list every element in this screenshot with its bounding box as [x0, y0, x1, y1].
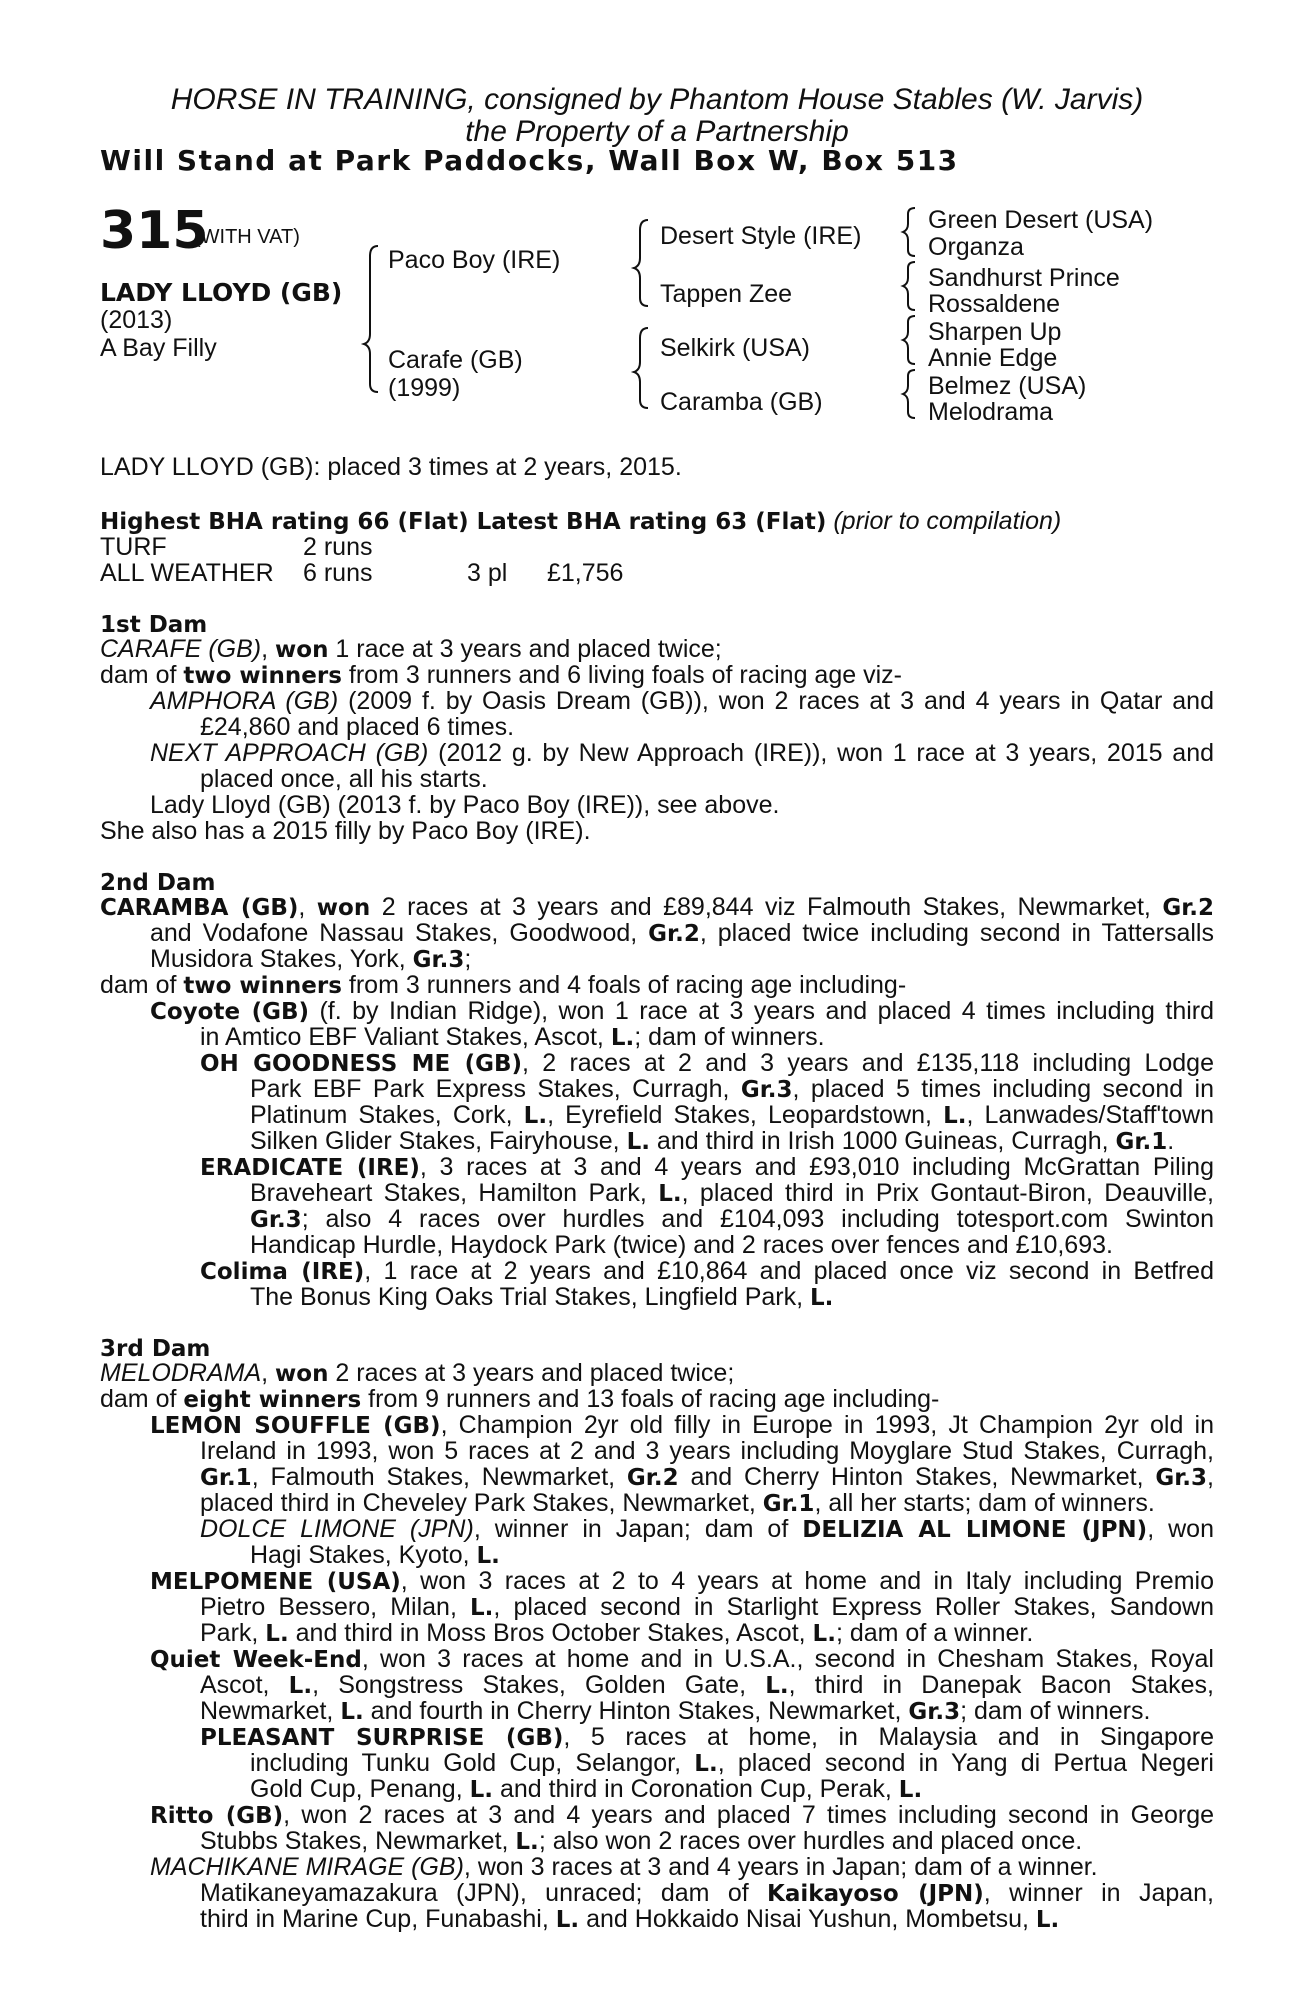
produce-matikaneyamazakura-cont [200, 1906, 1059, 1933]
produce-name: LEMON SOUFFLE (GB) [150, 1413, 441, 1439]
dam-dam: Caramba (GB) [660, 388, 823, 416]
text: , Lanwades/Staff'town [966, 1101, 1214, 1129]
text: and third in Irish 1000 Guineas, Curragh, [649, 1127, 1116, 1155]
second-dam-line-3 [150, 946, 471, 973]
produce-record: , won 3 races at 3 and 4 years in Japan; dam of a winner. [463, 1853, 1098, 1881]
text: The Bonus King Oaks Trial Stakes, Lingfield Park, [250, 1283, 810, 1311]
won-label: won [275, 1361, 329, 1387]
produce-amphora-cont: £24,860 and placed 6 times. [200, 713, 515, 741]
text: dam of [100, 661, 184, 689]
listed: L. [469, 1777, 493, 1803]
listed: L. [1035, 1907, 1060, 1933]
text: ; dam of winners. [960, 1697, 1151, 1725]
produce-name: Kaikayoso (JPN) [767, 1881, 984, 1907]
won-label: won [316, 895, 371, 921]
produce-colima [200, 1258, 1214, 1285]
record-surface-aw: ALL WEATHER [100, 559, 274, 587]
text: , placed second in Starlight Express Roller Stakes, Sandown [493, 1593, 1214, 1621]
dam-sire: Selkirk (USA) [660, 334, 811, 362]
produce-record: (2012 g. by New Approach (IRE)), won 1 race at 3 years, 2015 and [428, 739, 1215, 767]
listed: L. [340, 1699, 364, 1725]
produce-ritto-cont [200, 1828, 1082, 1855]
produce-record: (2009 f. by Oasis Dream (GB)), won 2 races at 3 and 4 years in Qatar and [338, 687, 1214, 715]
produce-ls-line-3 [200, 1464, 1214, 1491]
lot-number: 315 [100, 201, 209, 261]
listed: L. [523, 1103, 548, 1129]
text: Pietro Bessero, Milan, [200, 1593, 471, 1621]
produce-name: Coyote (GB) [150, 999, 310, 1025]
text: , winner in Japan; dam of [473, 1515, 803, 1543]
third-dam-produce [100, 1386, 939, 1413]
grade: Gr.1 [762, 1491, 815, 1517]
grade: Gr.3 [412, 947, 465, 973]
produce-name: AMPHORA (GB) [150, 687, 339, 715]
text: , placed second in Yang di Pertua Negeri [717, 1749, 1214, 1777]
produce-ogm-line-4 [250, 1128, 1174, 1155]
produce-name: ERADICATE (IRE) [200, 1155, 420, 1181]
record-text: 2 races at 3 years and £89,844 viz Falmouth Stakes, Newmarket, [370, 893, 1163, 921]
text: ; also 4 races over hurdles and £104,093 including totesport.com Swinton [301, 1205, 1214, 1233]
produce-name: MACHIKANE MIRAGE (GB) [150, 1853, 464, 1881]
text: , all her starts; dam of winners. [814, 1489, 1155, 1517]
gen3-5: Sharpen Up [928, 318, 1062, 346]
first-dam-heading: 1st Dam [100, 612, 208, 638]
grade: Gr.2 [1162, 895, 1214, 921]
grade: Gr.1 [1115, 1129, 1168, 1155]
produce-machikane-mirage [150, 1854, 1098, 1880]
produce-eradicate [200, 1154, 1214, 1181]
text: dam of [100, 971, 184, 999]
text: , third in Danepak Bacon Stakes, [788, 1671, 1214, 1699]
first-dam-line [100, 636, 722, 663]
grade: Gr.2 [648, 921, 700, 947]
listed: L. [626, 1129, 650, 1155]
grade: Gr.3 [1155, 1465, 1208, 1491]
rating-values: Highest BHA rating 66 (Flat) Latest BHA rating 63 (Flat) [100, 509, 827, 535]
produce-quiet-week-end [150, 1646, 1214, 1673]
produce-dolce-limone [200, 1516, 1214, 1543]
gen3-2: Organza [928, 233, 1024, 261]
listed: L. [288, 1673, 313, 1699]
text: and Cherry Hinton Stakes, Newmarket, [678, 1463, 1156, 1491]
produce-record: , 1 race at 2 years and £10,864 and placed once viz second in Betfred [364, 1257, 1214, 1285]
horse-year: (2013) [100, 306, 173, 334]
produce-ogm-line-3 [250, 1102, 1214, 1129]
produce-matikaneyamazakura [200, 1880, 1214, 1907]
produce-dolce-limone-cont [250, 1542, 500, 1569]
text: Matikaneyamazakura (JPN), unraced; dam of [200, 1879, 768, 1907]
dam-name: CARAFE (GB) [100, 635, 262, 663]
text: placed third in Cheveley Park Stakes, Newmarket, [200, 1489, 763, 1517]
record-surface-turf: TURF [100, 533, 167, 561]
second-dam-heading: 2nd Dam [100, 870, 216, 896]
gen3-6: Annie Edge [928, 344, 1058, 372]
produce-2015-filly: She also has a 2015 filly by Paco Boy (IRE). [100, 817, 591, 845]
won-label: won [275, 637, 329, 663]
second-dam-produce [100, 972, 906, 999]
grade: Gr.1 [200, 1465, 252, 1491]
text: and fourth in Cherry Hinton Stakes, Newmarket, [363, 1697, 909, 1725]
third-dam-heading: 3rd Dam [100, 1336, 211, 1362]
gen3-4: Rossaldene [928, 290, 1061, 318]
text: and third in Coronation Cup, Perak, [493, 1775, 899, 1803]
vat-note: (WITH VAT) [194, 226, 300, 248]
produce-lady-lloyd: Lady Lloyd (GB) (2013 f. by Paco Boy (IRE)), see above. [150, 791, 780, 819]
produce-record: , won 3 races at 2 to 4 years at home and in Italy including Premio [400, 1567, 1214, 1595]
winners-count: two winners [183, 663, 342, 689]
rating-note: (prior to compilation) [833, 507, 1062, 535]
produce-pleasant-surprise [200, 1724, 1214, 1751]
text: Park EBF Park Express Stakes, Curragh, [250, 1075, 741, 1103]
text: . [1167, 1127, 1175, 1155]
produce-ogm-line-2 [250, 1076, 1214, 1103]
ownership-line: the Property of a Partnership [465, 115, 849, 148]
text: Musidora Stakes, York, [150, 945, 413, 973]
produce-name: DOLCE LIMONE (JPN) [200, 1515, 474, 1543]
record-placed-aw: 3 pl [467, 559, 508, 587]
text: ; dam of winners. [634, 1023, 825, 1051]
text: Stubbs Stakes, Newmarket, [200, 1827, 516, 1855]
listed: L. [658, 1181, 682, 1207]
text: ; dam of a winner. [835, 1619, 1034, 1647]
gen3-3: Sandhurst Prince [928, 264, 1120, 292]
sire-dam: Tappen Zee [660, 280, 793, 308]
produce-record: , 3 races at 3 and 4 years and £93,010 including McGrattan Piling [419, 1153, 1214, 1181]
listed: L. [812, 1621, 836, 1647]
produce-record: , won 2 races at 3 and 4 years and placed 7 times including second in George [283, 1801, 1214, 1829]
produce-qwe-line-2 [200, 1672, 1214, 1699]
text: dam of [100, 1385, 184, 1413]
race-summary: LADY LLOYD (GB): placed 3 times at 2 years, 2015. [100, 453, 682, 481]
produce-next-approach-cont: placed once, all his starts. [200, 765, 488, 793]
text: Hagi Stakes, Kyoto, [250, 1541, 477, 1569]
listed: L. [476, 1543, 500, 1569]
listed: L. [610, 1025, 635, 1051]
record-text: 1 race at 3 years and placed twice; [328, 635, 722, 663]
produce-oh-goodness-me [200, 1050, 1214, 1077]
text: , Eyrefield Stakes, Leopardstown, [547, 1101, 944, 1129]
produce-ps-line-2 [250, 1750, 1214, 1777]
text: ; [464, 945, 472, 973]
produce-coyote [150, 998, 1214, 1025]
separator: , [261, 635, 276, 663]
produce-eradicate-line-2 [250, 1180, 1214, 1207]
text: Gold Cup, Penang, [250, 1775, 470, 1803]
text: from 9 runners and 13 foals of racing age including- [361, 1385, 940, 1413]
separator: , [298, 893, 317, 921]
text: , winner in Japan, [983, 1879, 1215, 1907]
gen3-8: Melodrama [928, 398, 1054, 426]
produce-next-approach [150, 740, 1214, 766]
grade: Gr.3 [908, 1699, 961, 1725]
produce-name: Colima (IRE) [200, 1259, 365, 1285]
text: and Hokkaido Nisai Yushun, Mombetsu, [579, 1905, 1036, 1933]
sire: Paco Boy (IRE) [388, 246, 561, 274]
text: , placed third in Prix Gontaut-Biron, Deauville, [681, 1179, 1214, 1207]
produce-record: , won 3 races at home and in U.S.A., second in Chesham Stakes, Royal [361, 1645, 1214, 1673]
listed: L. [470, 1595, 494, 1621]
listed: L. [515, 1829, 539, 1855]
produce-ps-line-3 [250, 1776, 922, 1803]
text: Ascot, [200, 1671, 289, 1699]
text: , placed twice including second in Tattersalls [699, 919, 1214, 947]
winners-count: two winners [183, 973, 342, 999]
produce-record: , Champion 2yr old filly in Europe in 1993, Jt Champion 2yr old in [440, 1411, 1215, 1439]
produce-melpomene-line-3 [200, 1620, 1033, 1647]
consignor-line: HORSE IN TRAINING, consigned by Phantom House Stables (W. Jarvis) [170, 83, 1144, 116]
text: Park, [200, 1619, 266, 1647]
second-dam-line [100, 894, 1214, 921]
dam-name: CARAMBA (GB) [100, 895, 299, 921]
produce-melpomene [150, 1568, 1214, 1595]
text: , Songstress Stakes, Golden Gate, [312, 1671, 766, 1699]
text: third in Marine Cup, Funabashi, [200, 1905, 556, 1933]
produce-eradicate-line-4: Handicap Hurdle, Haydock Park (twice) and 2 races over fences and £10,693. [250, 1231, 1113, 1259]
produce-coyote-cont [200, 1024, 825, 1051]
produce-name: NEXT APPROACH (GB) [150, 739, 429, 767]
text: ; also won 2 races over hurdles and placed once. [538, 1827, 1083, 1855]
horse-name: LADY LLOYD (GB) [100, 278, 343, 307]
produce-record: , 5 races at home, in Malaysia and in Singapore [563, 1723, 1214, 1751]
winners-count: eight winners [183, 1387, 362, 1413]
sire-sire: Desert Style (IRE) [660, 222, 862, 250]
produce-name: MELPOMENE (USA) [150, 1569, 401, 1595]
produce-amphora [150, 688, 1214, 714]
listed: L. [943, 1103, 967, 1129]
produce-ls-line-2: Ireland in 1993, won 5 races at 2 and 3 years including Moyglare Stud Stakes, Curragh, [200, 1437, 1214, 1465]
produce-record: (f. by Indian Ridge), won 1 race at 3 years and placed 4 times including third [309, 997, 1214, 1025]
separator: , [261, 1359, 276, 1387]
text: Newmarket, [200, 1697, 341, 1725]
gen3-1: Green Desert (USA) [928, 206, 1154, 234]
record-runs-aw: 6 runs [303, 559, 373, 587]
listed: L. [898, 1777, 923, 1803]
produce-ritto [150, 1802, 1214, 1829]
produce-qwe-line-3 [200, 1698, 1150, 1725]
produce-ls-line-4 [200, 1490, 1155, 1517]
gen3-7: Belmez (USA) [928, 372, 1087, 400]
record-text: 2 races at 3 years and placed twice; [328, 1359, 735, 1387]
third-dam-line [100, 1360, 734, 1387]
text: , won [1147, 1515, 1214, 1543]
produce-eradicate-line-3 [250, 1206, 1214, 1233]
listed: L. [265, 1621, 289, 1647]
produce-name: Ritto (GB) [150, 1803, 284, 1829]
produce-name: DELIZIA AL LIMONE (JPN) [802, 1517, 1148, 1543]
text: in Amtico EBF Valiant Stakes, Ascot, [200, 1023, 611, 1051]
listed: L. [555, 1907, 580, 1933]
listed: L. [765, 1673, 789, 1699]
text: including Tunku Gold Cup, Selangor, [250, 1749, 695, 1777]
dam: Carafe (GB) [388, 346, 523, 374]
produce-record: , 2 races at 2 and 3 years and £135,118 including Lodge [522, 1049, 1214, 1077]
dam-name: MELODRAMA [100, 1359, 262, 1387]
text: , [1207, 1463, 1214, 1491]
record-prize-aw: £1,756 [547, 559, 624, 587]
produce-lemon-souffle [150, 1412, 1214, 1439]
text: and third in Moss Bros October Stakes, Ascot, [288, 1619, 813, 1647]
dam-year: (1999) [388, 374, 461, 402]
listed: L. [694, 1751, 718, 1777]
text: Platinum Stakes, Cork, [250, 1101, 524, 1129]
horse-description: A Bay Filly [100, 334, 217, 362]
first-dam-produce [100, 662, 902, 689]
grade: Gr.3 [740, 1077, 793, 1103]
text: Silken Glider Stakes, Fairyhouse, [250, 1127, 627, 1155]
text: , Falmouth Stakes, Newmarket, [251, 1463, 627, 1491]
text: and Vodafone Nassau Stakes, Goodwood, [150, 919, 649, 947]
text: , placed 5 times including second in [792, 1075, 1214, 1103]
second-dam-line-2 [150, 920, 1214, 947]
produce-name: PLEASANT SURPRISE (GB) [200, 1725, 564, 1751]
bha-rating [100, 508, 1061, 535]
produce-melpomene-line-2 [200, 1594, 1214, 1621]
produce-name: Quiet Week-End [150, 1647, 362, 1673]
text: from 3 runners and 4 foals of racing age including- [341, 971, 907, 999]
record-runs-turf: 2 runs [303, 533, 373, 561]
produce-colima-cont [250, 1284, 833, 1311]
produce-name: OH GOODNESS ME (GB) [200, 1051, 523, 1077]
stand-location: Will Stand at Park Paddocks, Wall Box W, Box 513 [100, 144, 959, 177]
text: Braveheart Stakes, Hamilton Park, [250, 1179, 659, 1207]
grade: Gr.3 [250, 1207, 302, 1233]
grade: Gr.2 [626, 1465, 679, 1491]
listed: L. [810, 1285, 834, 1311]
text: from 3 runners and 6 living foals of racing age viz- [341, 661, 902, 689]
